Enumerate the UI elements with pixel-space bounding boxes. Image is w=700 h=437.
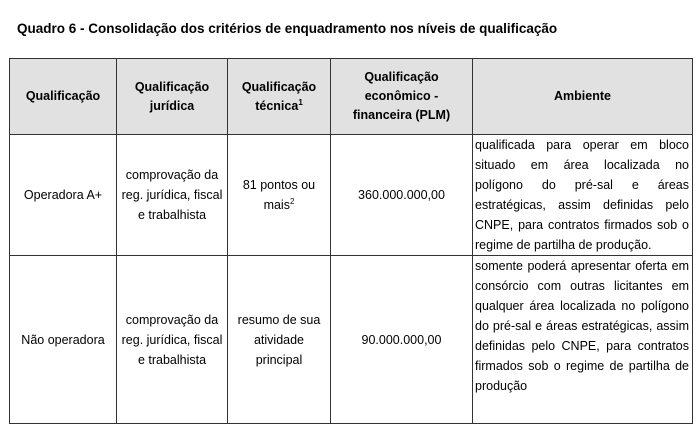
table-row	[10, 135, 693, 256]
document-title: Quadro 6 - Consolidação dos critérios de enquadramento nos níveis de qualificação	[17, 21, 558, 36]
header-tecnica-label: Qualificação técnica	[241, 79, 317, 113]
cell-tecnica-text: 81 pontos ou mais	[242, 178, 316, 212]
cell-juridica: comprovação da reg. jurídica, fiscal e trabalhista	[117, 256, 228, 424]
cell-ambiente: somente poderá apresentar oferta em consórcio com outras licitantes em qualquer área localizada no polígono do pré-sal e áreas estratégicas, assim definidas pelo CNPE, para contratos firmados sob o regime de partilha de produção	[473, 256, 693, 424]
qualification-criteria-table	[9, 58, 693, 424]
cell-ambiente: qualificada para operar em bloco situado em área localizada no polígono do pré-sal e áreas estratégicas, assim definidas pelo CNPE, para contratos firmados sob o regime de partilha de produção.	[473, 135, 693, 256]
header-qualificacao: Qualificação	[10, 59, 117, 135]
table-header-row	[10, 59, 693, 135]
cell-qualificacao: Operadora A+	[10, 135, 117, 256]
table-row	[10, 256, 693, 424]
cell-tecnica: resumo de sua atividade principal	[228, 256, 331, 424]
footnote-1: 1	[298, 97, 303, 107]
cell-economico: 360.000.000,00	[331, 135, 473, 256]
footnote-2: 2	[289, 196, 295, 206]
header-tecnica	[228, 59, 331, 135]
cell-qualificacao: Não operadora	[10, 256, 117, 424]
header-economico: Qualificação econômico - financeira (PLM)	[331, 59, 473, 135]
header-juridica: Qualificação jurídica	[117, 59, 228, 135]
cell-tecnica	[228, 135, 331, 256]
cell-economico: 90.000.000,00	[331, 256, 473, 424]
cell-juridica: comprovação da reg. jurídica, fiscal e trabalhista	[117, 135, 228, 256]
header-ambiente: Ambiente	[473, 59, 693, 135]
